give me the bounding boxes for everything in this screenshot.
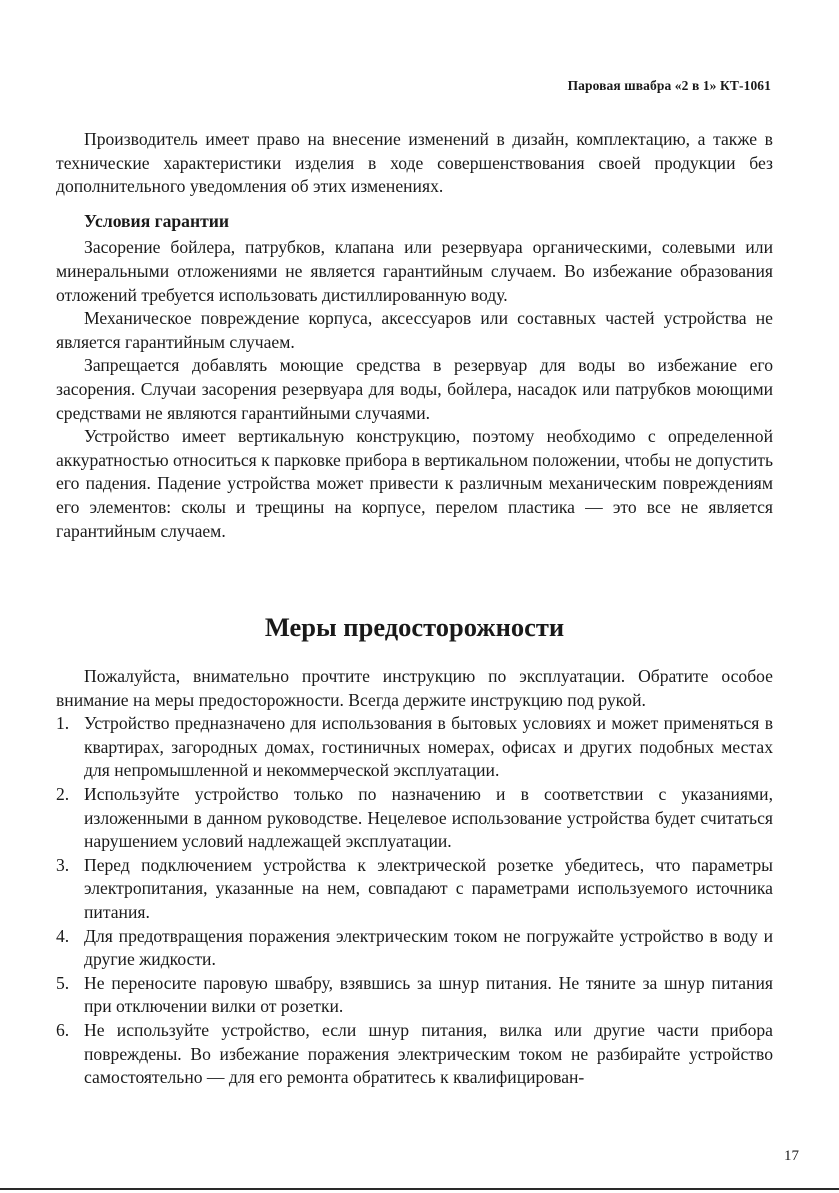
list-item-number: 6.	[56, 1020, 70, 1040]
list-item-text: Устройство предназначено для использования в бытовых условиях и может применяться в квартирах, загородных домах, гостиничных номерах, офисах и других подобных местах для непромышленной и некоммерческой эксплуатации.	[84, 713, 773, 781]
warranty-paragraph: Засорение бойлера, патрубков, клапана или резервуара органическими, солевыми или минеральными отложениями не является гарантийным случаем. Во избежание образования отложений требуется использовать дистиллированную воду.	[56, 237, 773, 305]
page-number: 17	[784, 1148, 799, 1164]
list-item	[56, 972, 773, 1019]
section-title: Меры предосторожности	[264, 612, 565, 643]
warranty-heading: Условия гарантии	[84, 210, 230, 231]
list-item-number: 4.	[56, 925, 70, 946]
warranty-paragraph: Запрещается добавлять моющие средства в резервуар для воды во избежание его засорения. Случаи засорения резервуара для воды, бойлера, насадок или патрубков моющими средствами не являются гарантийными случаями.	[56, 355, 773, 423]
list-item-number: 3.	[56, 854, 70, 875]
list-item	[56, 712, 773, 783]
precautions-list	[56, 712, 773, 1090]
warranty-paragraph: Механическое повреждение корпуса, аксессуаров или составных частей устройства не является гарантийным случаем.	[56, 308, 773, 352]
list-item	[56, 1019, 773, 1090]
page-bottom-edge	[0, 1188, 839, 1190]
warranty-paragraph: Устройство имеет вертикальную конструкцию, поэтому необходимо с определенной аккуратностью относиться к парковке прибора в вертикальном положении, чтобы не допустить его падения. Падение устройства может привести к различным механическим повреждениям его элементов: сколы и трещины на корпусе, перелом пластика — это все не является гарантийным случаем.	[56, 426, 773, 541]
running-header: Паровая швабра «2 в 1» КТ-1061	[567, 78, 771, 93]
page-content	[56, 128, 773, 1090]
list-item-text: Используйте устройство только по назначению и в соответствии с указаниями, изложенными в данном руководстве. Нецелевое использование устройства будет считаться нарушением условий надлежащей эксплуатации.	[84, 784, 773, 852]
list-item-text: Не переносите паровую швабру, взявшись за шнур питания. Не тяните за шнур питания при отключении вилки от розетки.	[84, 972, 773, 1017]
list-item	[56, 925, 773, 972]
list-item-text: Перед подключением устройства к электрической розетке убедитесь, что параметры электропитания, указанные на нем, совпадают с параметрами используемого источника питания.	[84, 854, 773, 923]
list-item-number: 1.	[56, 713, 70, 734]
list-item-number: 5.	[56, 972, 70, 993]
intro-paragraph: Производитель имеет право на внесение изменений в дизайн, комплектацию, а также в технические характеристики изделия в ходе совершенствования своей продукции без дополнительного уведомления об этих изменениях.	[56, 129, 773, 197]
list-item	[56, 783, 773, 854]
list-item-number: 2.	[56, 784, 70, 805]
precautions-intro: Пожалуйста, внимательно прочтите инструкцию по эксплуатации. Обратите особое внимание на меры предосторожности. Всегда держите инструкцию под рукой.	[56, 666, 773, 710]
list-item-text: Для предотвращения поражения электрическим током не погружайте устройство в воду и другие жидкости.	[84, 925, 773, 970]
list-item	[56, 854, 773, 925]
list-item-text: Не используйте устройство, если шнур питания, вилка или другие части прибора повреждены. Во избежание поражения электрическим током не разбирайте устройство самостоятельно — для его ремонта обратитесь к квалифицирован-	[84, 1020, 773, 1088]
